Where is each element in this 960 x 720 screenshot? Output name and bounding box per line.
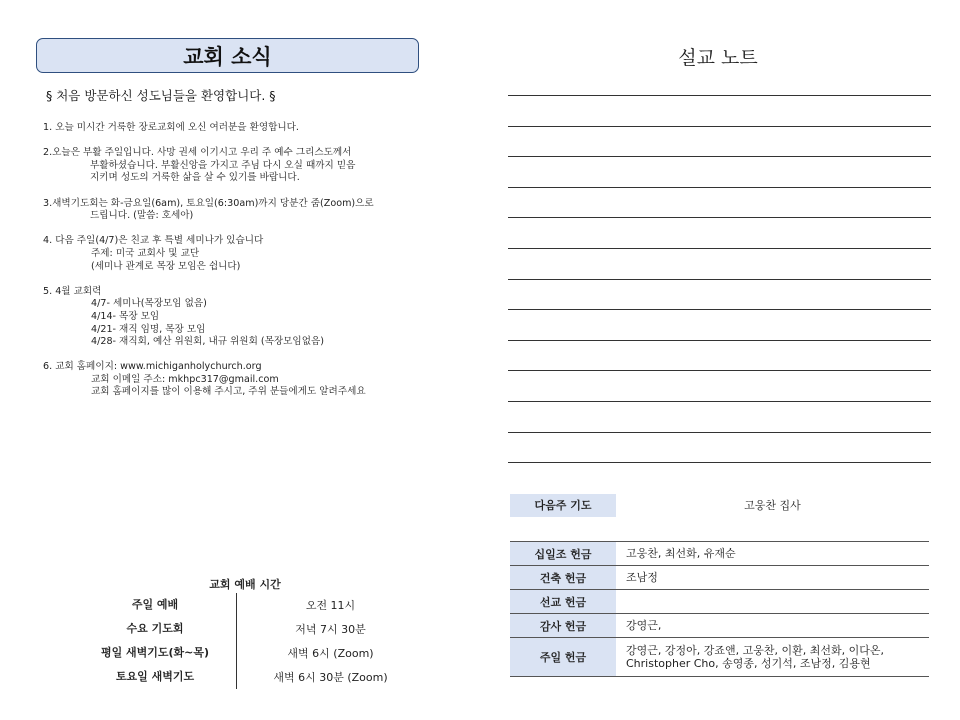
note-line <box>508 217 931 218</box>
announcement-item <box>43 147 374 185</box>
offering-label: 선교 헌금 <box>510 590 616 613</box>
announcement-item <box>43 198 374 223</box>
schedule-row <box>74 593 424 617</box>
schedule-value: 새벽 6시 (Zoom) <box>287 647 374 660</box>
announcement-list <box>43 122 374 412</box>
announcement-line: 교회 이메일 주소: mkhpc317@gmail.com <box>91 373 279 385</box>
note-line <box>508 279 931 280</box>
offering-label: 건축 헌금 <box>510 566 616 589</box>
announcement-line: 5. 4월 교회력 <box>43 285 102 297</box>
schedule-row <box>74 665 424 689</box>
announcement-line: 6. 교회 홈페이지: www.michiganholychurch.org <box>43 361 262 373</box>
offering-row <box>510 590 929 614</box>
offering-row <box>510 614 929 638</box>
announcement-line: 4/21- 재직 임명, 목장 모임 <box>91 323 206 335</box>
note-line <box>508 370 931 371</box>
announcement-line: (세미나 관계로 목장 모임은 쉽니다) <box>91 260 241 272</box>
schedule-label: 평일 새벽기도(화~목) <box>74 641 237 665</box>
note-line <box>508 340 931 341</box>
announcement-line: 드립니다. (말씀: 호세아) <box>90 210 194 222</box>
note-line <box>508 309 931 310</box>
note-line <box>508 462 931 463</box>
schedule-label: 수요 기도회 <box>74 617 237 641</box>
note-line <box>508 432 931 433</box>
note-line <box>508 248 931 249</box>
note-line <box>508 95 931 96</box>
schedule-row <box>74 617 424 641</box>
schedule-value: 오전 11시 <box>305 599 356 612</box>
announcement-line: 4. 다음 주일(4/7)은 친교 후 특별 세미나가 있습니다 <box>43 235 264 247</box>
announcement-item <box>43 122 374 135</box>
schedule-label: 주일 예배 <box>74 593 237 617</box>
announcement-line: 4/14- 목장 모임 <box>91 310 160 322</box>
announcement-item <box>43 235 374 273</box>
offering-value <box>616 590 929 613</box>
offering-label: 감사 헌금 <box>510 614 616 637</box>
offering-value: 강영근, <box>626 619 662 632</box>
offering-label: 십일조 헌금 <box>510 542 616 565</box>
next-week-prayer-label: 다음주 기도 <box>510 494 616 517</box>
announcement-line: 3.새벽기도회는 화-금요일(6am), 토요일(6:30am)까지 당분간 줌(Zoom)으로 <box>43 197 374 209</box>
note-line <box>508 126 931 127</box>
next-week-prayer-value: 고웅찬 집사 <box>744 499 801 512</box>
announcement-line: 주제: 미국 교회사 및 교단 <box>91 247 200 259</box>
announcement-item <box>43 286 374 349</box>
worship-schedule-table <box>74 593 424 689</box>
news-title: 교회 소식 <box>36 38 419 73</box>
schedule-value: 새벽 6시 30분 (Zoom) <box>273 671 388 684</box>
announcement-item <box>43 361 374 399</box>
offering-row <box>510 638 929 677</box>
note-line <box>508 156 931 157</box>
announcement-line: 교회 홈페이지를 많이 이용해 주시고, 주위 분들에게도 알려주세요 <box>91 386 366 398</box>
offering-value: 조남정 <box>626 571 658 584</box>
sermon-notes-title: 설교 노트 <box>678 47 758 69</box>
note-line <box>508 401 931 402</box>
schedule-label: 토요일 새벽기도 <box>74 665 237 689</box>
note-line <box>508 187 931 188</box>
offering-row <box>510 541 929 566</box>
offering-table <box>510 541 929 677</box>
announcement-line: 지키며 성도의 거룩한 삶을 살 수 있기를 바랍니다. <box>90 172 300 184</box>
offering-value: 고웅찬, 최선화, 유재순 <box>626 547 736 560</box>
schedule-row <box>74 641 424 665</box>
offering-value: 강영근, 강정아, 강죠앤, 고웅찬, 이환, 최선화, 이다온, Christopher Cho, 송영종, 성기석, 조남정, 김용현 <box>626 644 884 670</box>
schedule-value: 저녁 7시 30분 <box>295 623 366 636</box>
offering-row <box>510 566 929 590</box>
offering-label: 주일 헌금 <box>510 638 616 676</box>
welcome-message: § 처음 방문하신 성도님들을 환영합니다. § <box>46 88 276 103</box>
announcement-line: 2.오늘은 부활 주일입니다. 사망 권세 이기시고 우리 주 예수 그리스도께서 <box>43 147 352 159</box>
announcement-line: 4/7- 세미나(목장모임 없음) <box>91 298 207 310</box>
schedule-title: 교회 예배 시간 <box>209 578 281 591</box>
announcement-line: 4/28- 재직회, 예산 위원회, 내규 위원회 (목장모임없음) <box>91 336 324 348</box>
announcement-line: 부활하셨습니다. 부활신앙을 가지고 주님 다시 오실 때까지 믿음 <box>90 159 356 171</box>
announcement-line: 1. 오늘 미시간 거룩한 장로교회에 오신 여러분을 환영합니다. <box>43 122 299 133</box>
